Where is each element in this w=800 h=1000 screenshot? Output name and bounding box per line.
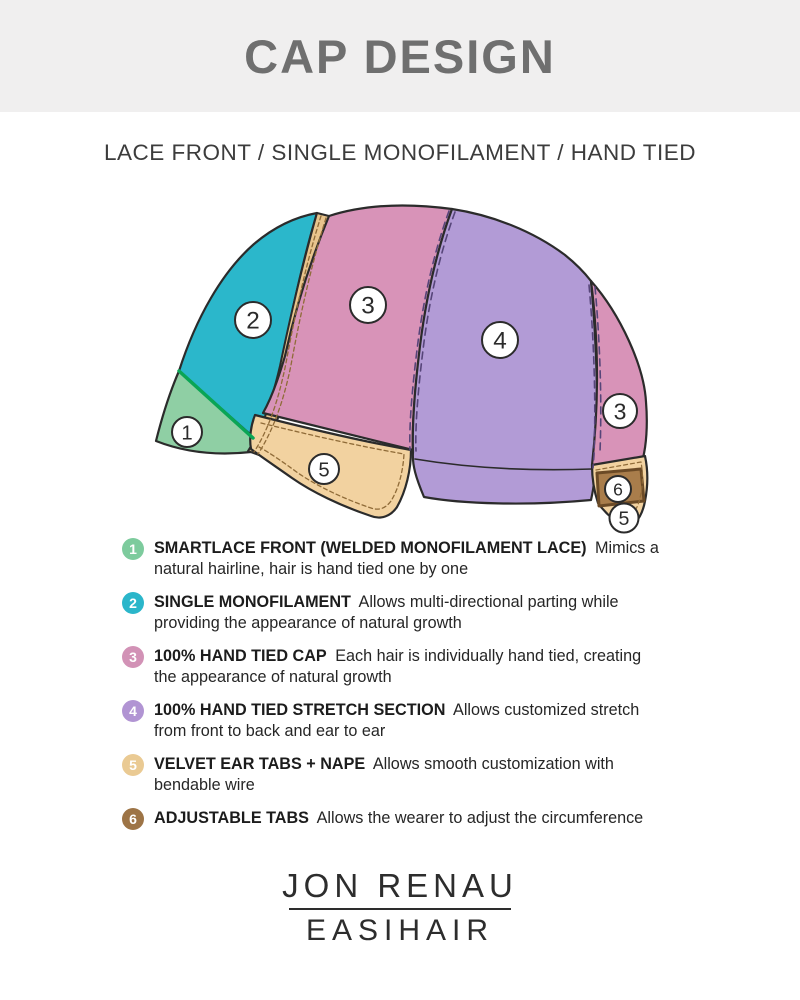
legend-description: Allows smooth customization with bendable wire	[154, 755, 614, 794]
legend-term: VELVET EAR TABS + NAPE	[154, 755, 366, 773]
legend-term: 100% HAND TIED CAP	[154, 647, 327, 665]
section-badge	[482, 322, 518, 358]
legend-description: Mimics a natural hairline, hair is hand tied one by one	[154, 539, 659, 578]
legend-item	[122, 754, 659, 795]
sub-brand-name: EASIHAIR	[305, 914, 495, 947]
legend-item	[122, 808, 659, 830]
svg-text:3: 3	[613, 398, 627, 425]
legend-badge: 3	[122, 646, 144, 668]
legend-badge: 1	[122, 538, 144, 560]
subtitle: LACE FRONT / SINGLE MONOFILAMENT / HAND TIED	[103, 140, 697, 165]
legend-description: Allows multi-directional parting while providing the appearance of natural growth	[154, 593, 619, 632]
legend-text	[154, 646, 659, 687]
legend	[122, 538, 659, 843]
section-badge	[610, 504, 639, 533]
svg-text:3: 3	[361, 292, 375, 320]
legend-term: SINGLE MONOFILAMENT	[154, 593, 351, 611]
legend-description: Allows customized stretch from front to back and ear to ear	[154, 701, 640, 740]
svg-text:5: 5	[618, 508, 630, 531]
legend-term: 100% HAND TIED STRETCH SECTION	[154, 701, 446, 719]
section-badge	[235, 302, 271, 338]
svg-text:6: 6	[613, 479, 623, 500]
legend-text	[154, 592, 659, 633]
section-badge	[603, 394, 637, 428]
legend-description: Each hair is individually hand tied, creating the appearance of natural growth	[154, 647, 642, 686]
section-3-handtied-back	[591, 281, 647, 465]
legend-text	[154, 808, 659, 830]
legend-text	[154, 538, 659, 579]
legend-item	[122, 700, 659, 741]
svg-text:5: 5	[318, 459, 330, 482]
section-badge	[350, 287, 386, 323]
svg-text:4: 4	[493, 327, 507, 355]
section-badge	[605, 476, 631, 502]
legend-description: Allows the wearer to adjust the circumference	[312, 809, 644, 827]
svg-text:1: 1	[181, 422, 193, 445]
legend-badge: 5	[122, 754, 144, 776]
legend-badge: 6	[122, 808, 144, 830]
legend-item	[122, 538, 659, 579]
section-badge	[309, 454, 339, 484]
page-title: CAP DESIGN	[244, 30, 556, 83]
legend-item	[122, 646, 659, 687]
section-badge	[172, 417, 202, 447]
legend-text	[154, 700, 659, 741]
legend-badge: 4	[122, 700, 144, 722]
logo	[0, 868, 800, 947]
legend-text	[154, 754, 659, 795]
logo-divider	[289, 908, 511, 910]
brand-name: JON RENAU	[282, 867, 518, 904]
legend-item	[122, 592, 659, 633]
legend-term: SMARTLACE FRONT (WELDED MONOFILAMENT LACE)	[154, 539, 587, 557]
svg-text:2: 2	[246, 307, 260, 335]
legend-badge: 2	[122, 592, 144, 614]
legend-term: ADJUSTABLE TABS	[154, 809, 309, 827]
